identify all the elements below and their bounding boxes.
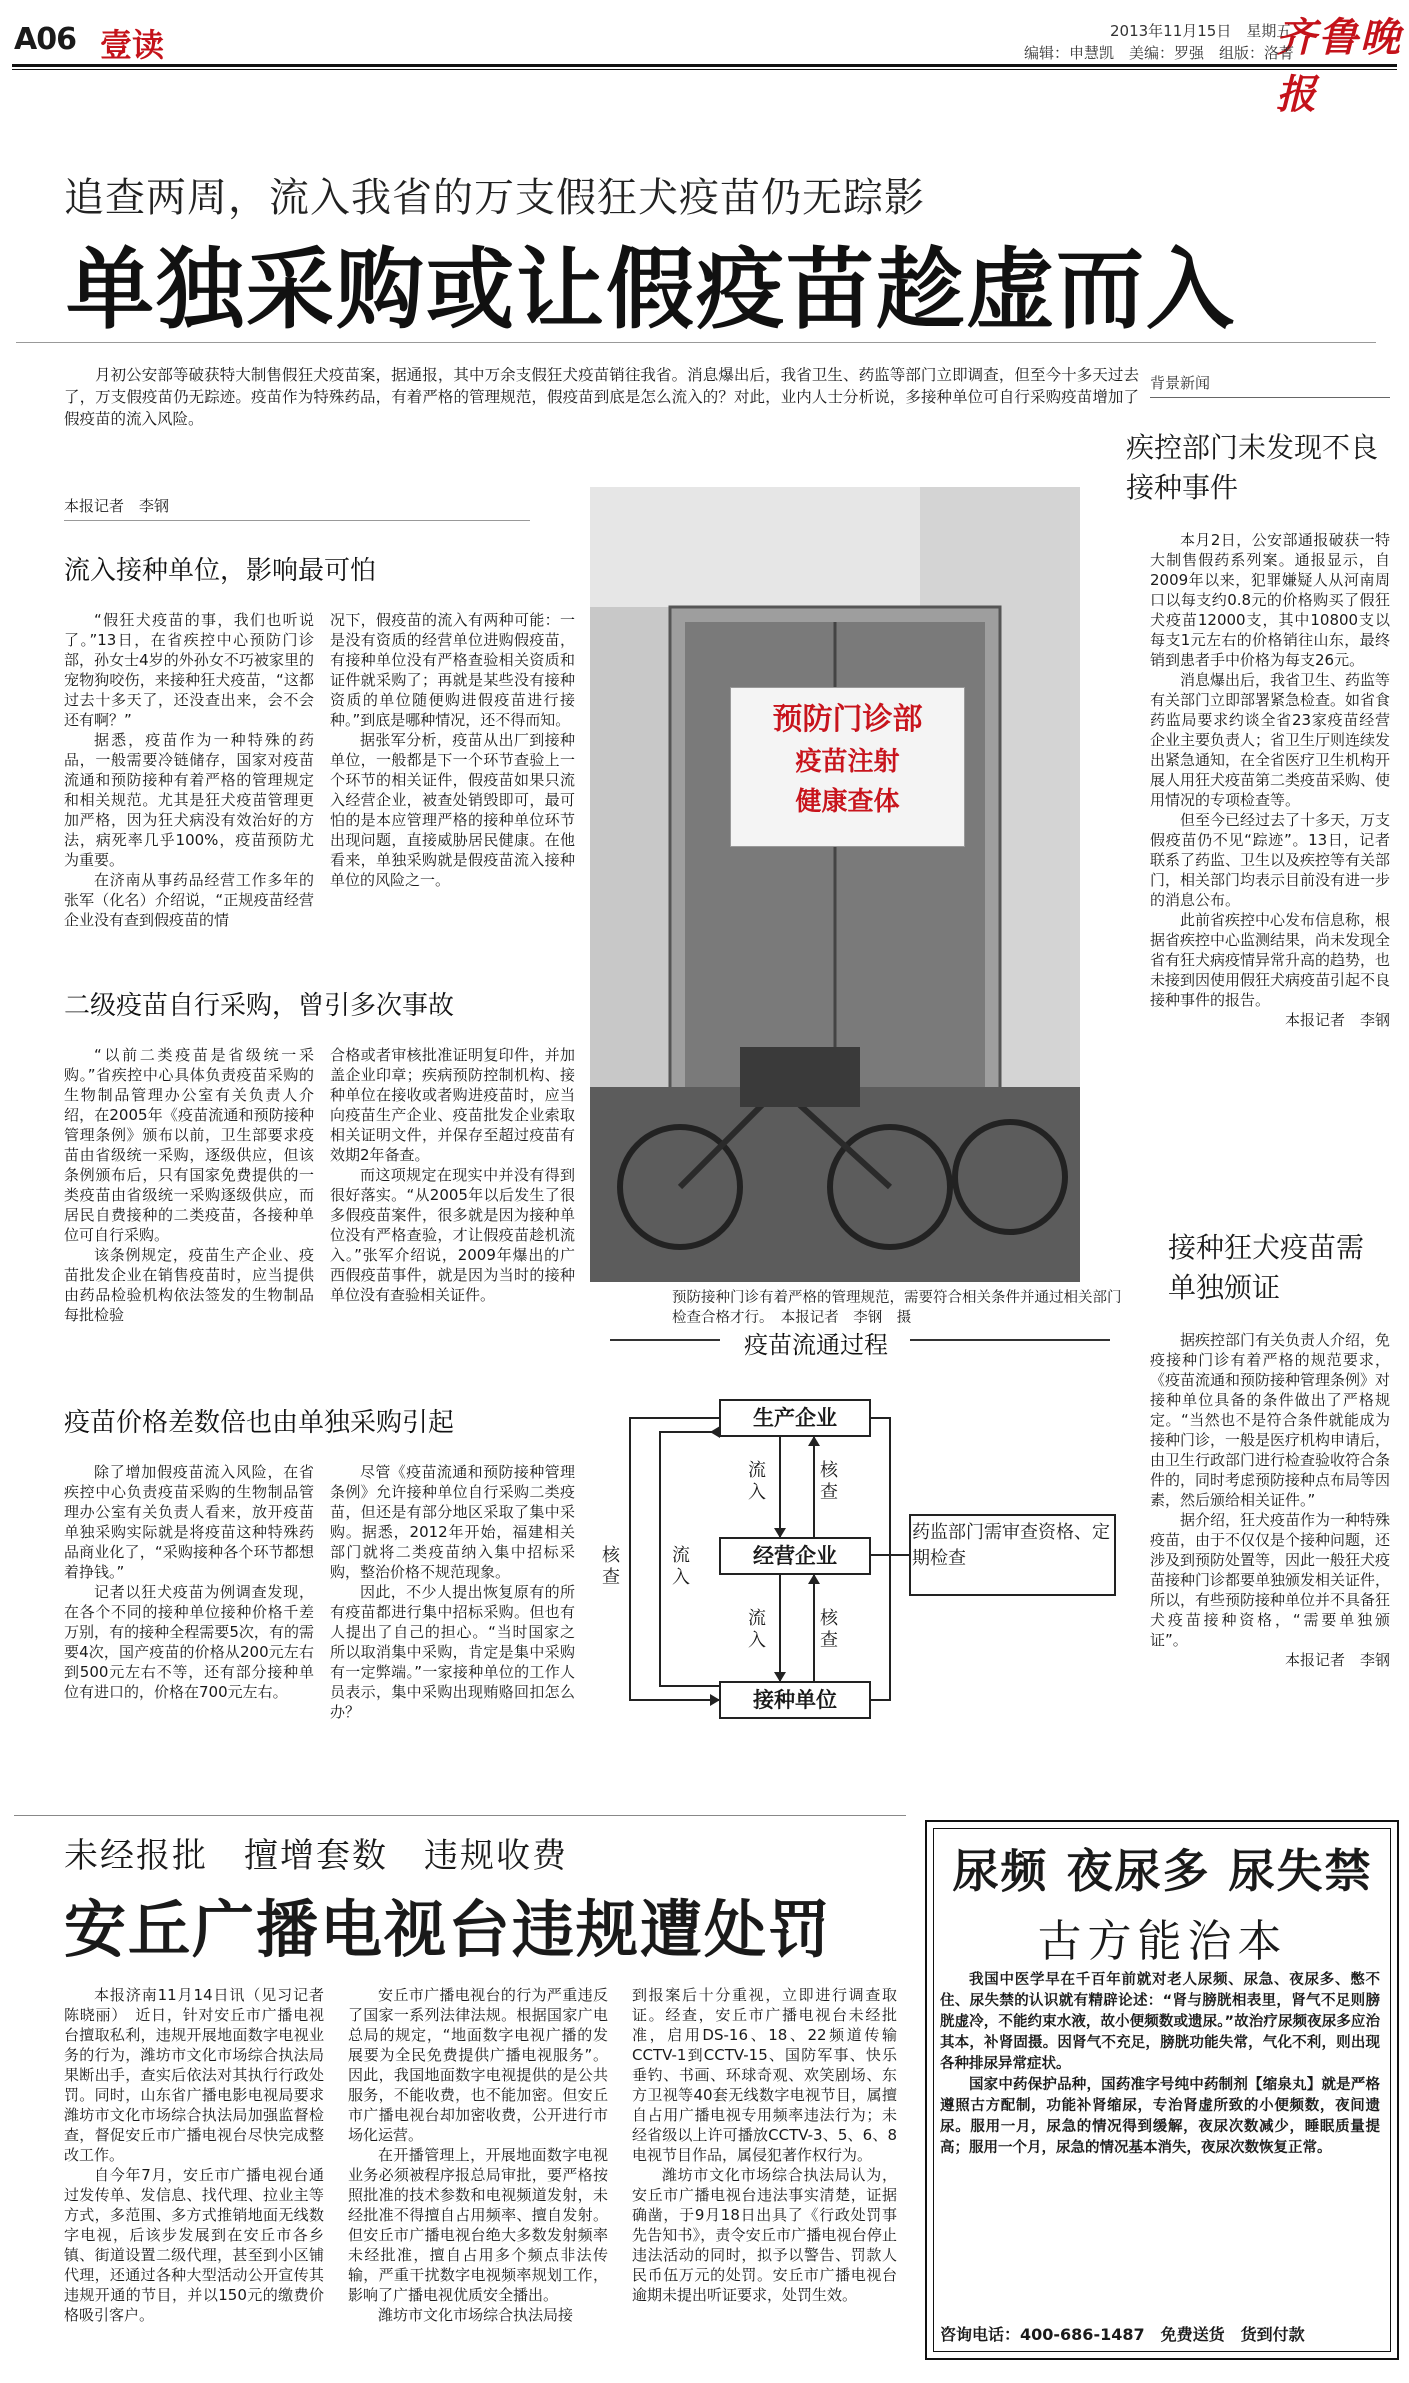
article-column <box>330 1045 575 1305</box>
page-number: A06 <box>14 22 76 57</box>
article-column <box>632 1985 897 2305</box>
section-heading: 流入接种单位，影响最可怕 <box>64 556 377 586</box>
sidebar-column <box>1150 530 1390 1030</box>
header-divider <box>12 64 1397 67</box>
editors-credit: 编辑：申慧凯 美编：罗强 组版：洛菁 <box>1024 44 1295 62</box>
paragraph: 但至今已经过去了十多天，万支假疫苗仍不见“踪迹”。13日，记者联系了药监、卫生以及疾控等有关部门，相关部门均表示目前没有进一步的消息公布。 <box>1150 811 1391 909</box>
flow-title: 疫苗流通过程 <box>744 1331 888 1359</box>
paragraph: 除了增加假疫苗流入风险，在省疾控中心负责疫苗采购的生物制品管理办公室有关负责人看来，放开疫苗单独采购实际就是将疫苗这种特殊药品商业化了，“采购接种各个环节都想着挣钱。” <box>64 1463 314 1581</box>
header-divider-thin <box>12 69 1397 70</box>
article-kicker: 未经报批 擅增套数 违规收费 <box>64 1836 568 1876</box>
sidebar-heading: 接种狂犬疫苗需单独颁证 <box>1168 1231 1365 1304</box>
article-column <box>330 610 575 890</box>
article-column <box>64 1462 314 1702</box>
paragraph: 安丘市广播电视台的行为严重违反了国家一系列法律法规。根据国家广电总局的规定，“地面数字电视广播的发展要为全民免费提供广播电视服务”。因此，我国地面数字电视提供的是公共服务，不能收费，也不能加密。但安丘市广播电视台却加密收费，公开进行市场化运营。 <box>348 1986 608 2144</box>
sign-line: 健康查体 <box>795 787 900 817</box>
paragraph: 况下，假疫苗的流入有两种可能：一是没有资质的经营单位进购假疫苗，有接种单位没有严格查验相关资质和证件就采购了；再就是某些没有接种资质的单位随便购进假疫苗进行接种。”到底是哪种情况，还不得而知。 <box>330 611 575 729</box>
paragraph: 在济南从事药品经营工作多年的张军（化名）介绍说，“正规疫苗经营企业没有查到假疫苗的情 <box>64 871 314 929</box>
paragraph: 自今年7月，安丘市广播电视台通过发传单、发信息、找代理、拉业主等方式，多范围、多方式推销地面无线数字电视，后该步发展到在安丘市各乡镇、街道设置二级代理，甚至到小区铺代理，还通过各种大型活动公开宣传其违规开通的节目，并以150元的缴费价格吸引客户。 <box>64 2166 324 2324</box>
paragraph: 合格或者审核批准证明复印件，并加盖企业印章；疾病预防控制机构、接种单位在接收或者购进疫苗时，应当向疫苗生产企业、疫苗批发企业索取相关证明文件，并保存至超过疫苗有效期2年备查。 <box>330 1046 575 1164</box>
sidebar-heading: 疾控部门未发现不良接种事件 <box>1126 431 1379 504</box>
photo-scene <box>590 487 1080 1282</box>
paragraph: 据介绍，狂犬疫苗作为一种特殊疫苗，由于不仅仅是个接种问题，还涉及到预防处置等，因此一般狂犬疫苗接种门诊都要单独颁发相关证件，所以，有些预防接种单位并不具备狂犬疫苗接种资格，“需要单独颁证”。 <box>1150 1511 1391 1649</box>
issue-date: 2013年11月15日 星期五 <box>1110 22 1292 40</box>
paragraph: 在开播管理上，开展地面数字电视业务必须被程序报总局审批，要严格按照批准的技术参数和电视频道发射，未经批准不得擅自占用频率、擅自发射。但安丘市广播电视台绝大多数发射频率未经批准，擅自占用多个频点非法传输，严重干扰数字电视频率规划工作，影响了广播电视优质安全播出。 <box>348 2146 608 2304</box>
section-name: 壹读 <box>100 26 165 64</box>
paragraph: 据张军分析，疫苗从出厂到接种单位，一般都是下一个环节查验上一个环节的相关证件，假疫苗如果只流入经营企业，被查处销毁即可，最可怕的是本应管理严格的接种单位环节出现问题，直接威胁居民健康。在他看来，单独采购就是假疫苗流入接种单位的风险之一。 <box>330 731 575 889</box>
paragraph: 潍坊市文化市场综合执法局认为，安丘市广播电视台违法事实清楚，证据确凿，于9月18日出具了《行政处罚事先告知书》，责令安丘市广播电视台停止违法活动的同时，拟予以警告、罚款人民币伍万元的处罚。安丘市广播电视台逾期未提出听证要求，处罚生效。 <box>632 2166 897 2304</box>
ad-title: 尿频 夜尿多 尿失禁 <box>952 1844 1373 1898</box>
paragraph: 记者以狂犬疫苗为例调查发现，在各个不同的接种单位接种价格千差万别，有的接种全程需要5次，有的需要4次，国产疫苗的价格从200元左右到500元左右不等，还有部分接种单位有进口的，价格在700元左右。 <box>64 1583 314 1701</box>
sign-line: 疫苗注射 <box>795 747 900 777</box>
flow-label: 流入 <box>748 1608 766 1651</box>
article-byline: 本报记者 李钢 <box>64 497 170 515</box>
clinic-sign <box>730 687 965 847</box>
paragraph: 该条例规定，疫苗生产企业、疫苗批发企业在销售疫苗时，应当提供由药品检验机构依法签发的生物制品每批检验 <box>64 1246 314 1324</box>
paragraph: 我国中医学早在千百年前就对老人尿频、尿急、夜尿多、憋不住、尿失禁的认识就有精辟论述：“肾与膀胱相表里，肾气不足则膀胱虚冷，不能约束水液，故小便频数或遗尿。”故治疗尿频夜尿多应治其本，补肾固摄。因肾气不充足，膀胱功能失常，气化不利，则出现各种排尿异常症状。 <box>940 1972 1380 2072</box>
flow-node-producer: 生产企业 <box>753 1406 837 1430</box>
ad-subtitle: 古方能治本 <box>1037 1916 1288 1967</box>
ad-phone: 咨询电话：400-686-1487 免费送货 货到付款 <box>940 2325 1305 2344</box>
sidebar-column <box>1150 1330 1390 1670</box>
flow-regulator: 药监部门需审查资格、定期检查 <box>912 1522 1110 1569</box>
flow-label: 核查 <box>820 1460 838 1503</box>
ad-body <box>940 1970 1380 2159</box>
article-column <box>64 1045 314 1325</box>
byline-divider <box>64 520 530 521</box>
section-heading: 二级疫苗自行采购，曾引多次事故 <box>64 991 455 1021</box>
paragraph: 而这项规定在现实中并没有得到很好落实。“从2005年以后发生了很多假疫苗案件，很多就是因为接种单位没有严格查验，才让假疫苗趁机流入。”张军介绍说，2009年爆出的广西假疫苗事件，就是因为当时的接种单位没有查验相关证件。 <box>330 1166 575 1304</box>
newspaper-logo: 齐鲁晚报 <box>1276 14 1402 118</box>
paragraph: “以前二类疫苗是省级统一采购。”省疾控中心具体负责疫苗采购的生物制品管理办公室有关负责人介绍，在2005年《疫苗流通和预防接种管理条例》颁布以前，卫生部要求疫苗由省级统一采购，逐级供应，但该条例颁布后，只有国家免费提供的一类疫苗由省级统一采购逐级供应，而居民自费接种的二类疫苗，各接种单位可自行采购。 <box>64 1046 314 1244</box>
flow-node-vaccinator: 接种单位 <box>753 1688 837 1712</box>
article-column <box>348 1985 608 2325</box>
article-lead: 月初公安部等破获特大制售假狂犬疫苗案，据通报，其中万余支假狂犬疫苗销往我省。消息爆出后，我省卫生、药监等部门立即调查，但至今十多天过去了，万支假疫苗仍无踪迹。疫苗作为特殊药品，有着严格的管理规范，假疫苗到底是怎么流入的？对此，业内人士分析说，多接种单位可自行采购疫苗增加了假疫苗的流入风险。 <box>64 366 1139 428</box>
paragraph: 潍坊市文化市场综合执法局接 <box>378 2306 574 2324</box>
byline: 本报记者 李钢 <box>1284 1011 1390 1029</box>
sign-line: 预防门诊部 <box>772 702 923 737</box>
paragraph: 国家中药保护品种，国药准字号纯中药制剂【缩泉丸】就是严格遵照古方配制，功能补肾缩尿，专治肾虚所致的小便频数，夜间遗尿。服用一月，尿急的情况得到缓解，夜尿次数减少，睡眠质量提高；服用一个月，尿急的情况基本消失，夜尿次数恢复正常。 <box>940 2077 1380 2156</box>
section-divider <box>14 1815 906 1816</box>
paragraph: 本报济南11月14日讯（见习记者 陈晓丽） 近日，针对安丘市广播电视台擅取私利，违规开展地面数字电视业务的行为，潍坊市文化市场综合执法局果断出手，查实后依法对其执行行政处罚。同时，山东省广播电影电视局要求潍坊市文化市场综合执法局加强监督检查，督促安丘市广播电视台尽快完成整改工作。 <box>64 1986 340 2164</box>
paragraph: 据疾控部门有关负责人介绍，免疫接种门诊有着严格的规范要求，《疫苗流通和预防接种管理条例》对接种单位具备的条件做出了严格规定。“当然也不是符合条件就能成为接种门诊，一般是医疗机构申请后，由卫生行政部门进行检查验收符合条件的，同时考虑预防接种点布局等因素，然后颁给相关证件。” <box>1150 1331 1391 1509</box>
article-column <box>330 1462 575 1722</box>
byline: 本报记者 李钢 <box>1284 1651 1390 1669</box>
photo-caption: 预防接种门诊有着严格的管理规范，需要符合相关条件并通过相关部门检查合格才行。 本报记者 李钢 摄 <box>672 1290 1122 1326</box>
headline-divider <box>16 342 1376 343</box>
section-heading: 疫苗价格差数倍也由单独采购引起 <box>64 1408 455 1438</box>
article-photo <box>590 487 1080 1282</box>
paragraph: 本月2日，公安部通报破获一特大制售假药系列案。通报显示，自2009年以来，犯罪嫌疑人从河南周口以每支约0.8元的价格购买了假狂犬疫苗12000支，其中10800支以每支1元左右的价格销往山东，最终销到患者手中价格为每支26元。 <box>1150 531 1390 669</box>
paragraph: 消息爆出后，我省卫生、药监等有关部门立即部署紧急检查。如省食药监局要求约谈全省23家疫苗经营企业主要负责人；省卫生厅则连续发出紧急通知，在全省医疗卫生机构开展人用狂犬疫苗第二类疫苗采购、使用情况的专项检查等。 <box>1150 671 1391 809</box>
paragraph: 此前省疾控中心发布信息称，根据省疾控中心监测结果，尚未发现全省有狂犬病疫情异常升高的趋势，也未接到因使用假狂犬病疫苗引起不良接种事件的报告。 <box>1150 911 1391 1009</box>
flow-label: 流入 <box>672 1545 690 1588</box>
article-column <box>64 1985 340 2325</box>
sidebar-tag: 背景新闻 <box>1150 374 1211 392</box>
flow-label: 核查 <box>602 1545 620 1588</box>
paragraph: “假狂犬疫苗的事，我们也听说了。”13日，在省疾控中心预防门诊部，孙女士4岁的外孙女不巧被家里的宠物狗咬伤，来接种狂犬疫苗，“这都过去十多天了，还没查出来，会不会还有啊？” <box>64 611 314 729</box>
paragraph: 尽管《疫苗流通和预防接种管理条例》允许接种单位自行采购二类疫苗，但还是有部分地区采取了集中采购。据悉，2012年开始，福建相关部门就将二类疫苗纳入集中招标采购，整治价格不规范现象。 <box>330 1463 575 1581</box>
flow-node-distributor: 经营企业 <box>753 1544 837 1568</box>
flow-label: 核查 <box>820 1608 838 1651</box>
sidebar-divider <box>1150 397 1390 398</box>
paragraph: 因此，不少人提出恢复原有的所有疫苗都进行集中招标采购。但也有人提出了自己的担心。“当时国家之所以取消集中采购，肯定是集中采购有一定弊端。”一家接种单位的工作人员表示，集中采购出现贿赂回扣怎么办？ <box>330 1583 575 1721</box>
article-kicker: 追查两周，流入我省的万支假狂犬疫苗仍无踪影 <box>64 175 925 221</box>
article-headline: 安丘广播电视台违规遭处罚 <box>64 1893 833 1966</box>
paragraph: 据悉，疫苗作为一种特殊的药品，一般需要冷链储存，国家对疫苗流通和预防接种有着严格的管理规定和相关规范。尤其是狂犬疫苗管理更加严格，因为狂犬病没有效治好的方法，病死率几乎100%，疫苗预防尤为重要。 <box>64 731 314 869</box>
flow-label: 流入 <box>748 1460 766 1503</box>
article-headline: 单独采购或让假疫苗趁虚而入 <box>66 238 1237 341</box>
article-column <box>64 610 314 930</box>
paragraph: 到报案后十分重视，立即进行调查取证。经查，安丘市广播电视台未经批准，启用DS-16、18、22频道传输CCTV-1到CCTV-15、国防军事、快乐垂钓、书画、环球奇观、欢笑剧场、东方卫视等40套无线数字电视节目，属擅自占用广播电视专用频率违法行为；未经省级以上许可播放CCTV-3、5、6、8电视节目作品，属侵犯著作权行为。 <box>632 1986 897 2164</box>
